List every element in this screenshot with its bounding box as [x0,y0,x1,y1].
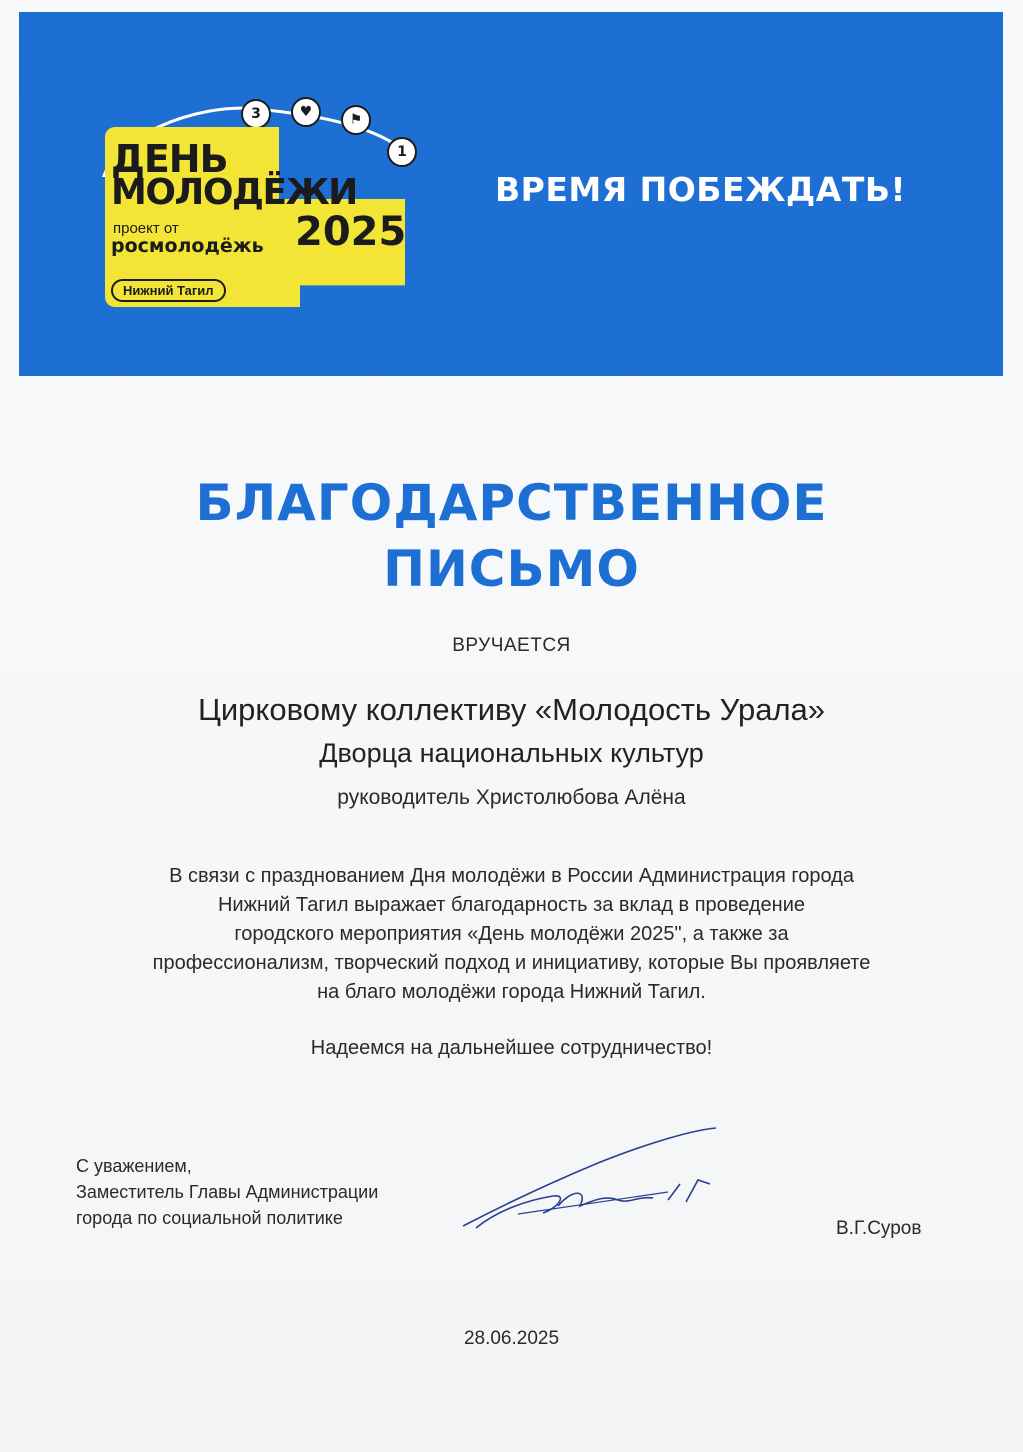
handwritten-signature [458,1118,728,1238]
regards-line: С уважением, [76,1156,192,1176]
logo-project-of: проект от [113,220,179,237]
regards-block [76,1153,378,1231]
body-line: профессионализм, творческий подход и инициативу, которые Вы проявляете [152,952,871,974]
logo-year: 2025 [295,209,407,255]
regards-line: города по социальной политике [76,1208,343,1228]
logo-bubble-three: 3 [241,99,271,129]
logo-org-name: росмолодёжь [111,235,264,257]
body-line: городского мероприятия «День молодёжи 2025", а также за [234,923,789,945]
letter-date: 28.06.2025 [463,1328,560,1349]
body-line: на благо молодёжи города Нижний Тагил. [317,981,706,1003]
body-line: В связи с празднованием Дня молодёжи в России Администрация города [169,865,854,887]
logo-city-badge: Нижний Тагил [111,279,226,302]
logo-title-line1: ДЕНЬ [111,137,228,181]
letter-title-line1: БЛАГОДАРСТВЕННОЕ [195,474,828,532]
logo-title-line2: МОЛОДЁЖИ [111,172,357,213]
banner-slogan: ВРЕМЯ ПОБЕЖДАТЬ! [495,170,907,209]
letter-body [70,862,953,1007]
sport-icon: ⚑ [341,105,371,135]
logo-bubble-one: 1 [387,137,417,167]
heart-icon: ♥ [291,97,321,127]
recipient-organization: Дворца национальных культур [319,738,704,768]
letter-title [0,470,1023,602]
letter-title-line2: ПИСЬМО [383,540,640,598]
regards-line: Заместитель Главы Администрации [76,1182,379,1202]
signer-name: В.Г.Суров [836,1218,922,1239]
awarded-label: ВРУЧАЕТСЯ [452,635,571,656]
header-banner [19,12,1003,376]
recipient-leader: руководитель Христолюбова Алёна [337,786,686,809]
closing-line: Надеемся на дальнейшее сотрудничество! [310,1037,713,1059]
recipient-name: Цирковому коллективу «Молодость Урала» [197,692,826,727]
event-logo [81,97,441,307]
body-line: Нижний Тагил выражает благодарность за вклад в проведение [217,894,806,916]
